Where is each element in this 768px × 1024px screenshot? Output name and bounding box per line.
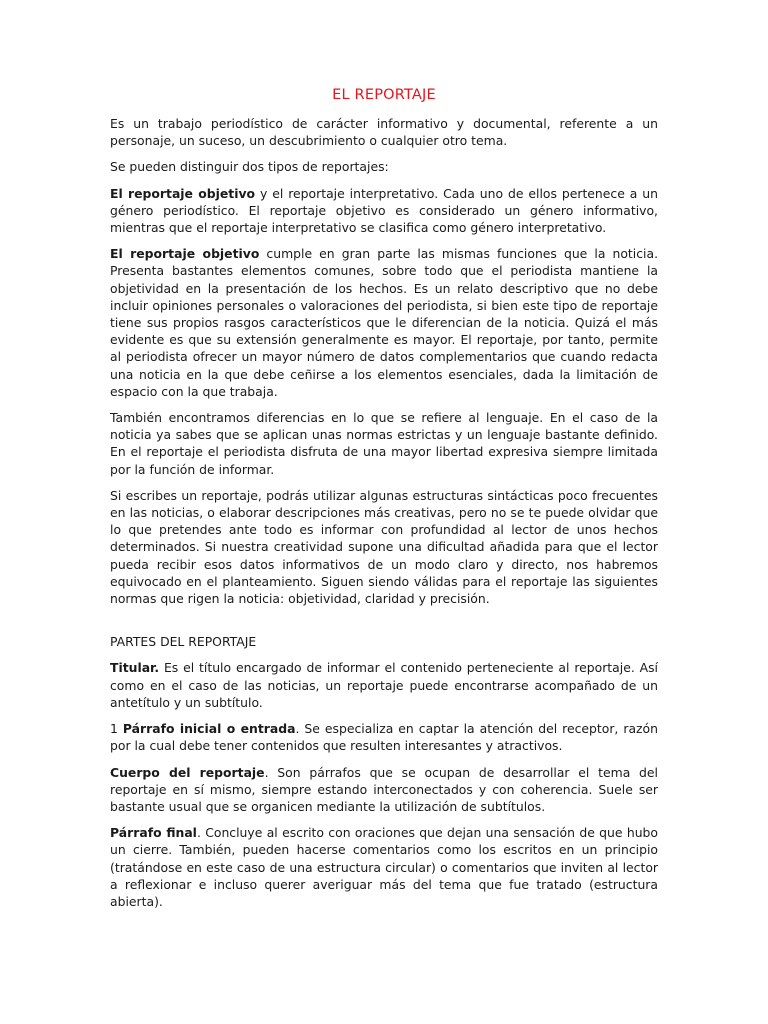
objective-report-text: cumple en gran parte las mismas funciones que la noticia. Presenta bastantes elementos comunes, sobre todo que el periodista mantiene la objetividad en la presentación de los hechos. Es un relato descriptivo que no debe incluir opiniones personales o valoraciones del periodista, si bien este tipo de reportaje tiene sus propios rasgos característicos que le diferencian de la noticia. Quizá el más evidente es que su extensión generalmente es mayor. El reportaje, por tanto, permite al periodista ofrecer un mayor número de datos complementarios que cuando redacta una noticia en la que debe ceñirse a los elementos esenciales, dada la limitación de espacio con la que trabaja. [110, 246, 659, 399]
document-title: EL REPORTAJE [332, 87, 436, 103]
part-titular-text: Es el título encargado de informar el contenido perteneciente al reportaje. Así como en el caso de las noticias, un reportaje puede encontrarse acompañado de un antetítulo y un subtítulo. [110, 660, 658, 710]
part-parrafo-final [110, 824, 658, 910]
part-parrafo-final-bold: Párrafo final [110, 825, 197, 841]
types-paragraph-bold: El reportaje objetivo [110, 185, 256, 201]
part-cuerpo-bold: Cuerpo del reportaje [110, 764, 265, 780]
writing-paragraph: Si escribes un reportaje, podrás utilizar algunas estructuras sintácticas poco frecuentes en las noticias, o elaborar descripciones más creativas, pero no se te puede olvidar que lo que pretendes ante todo es informar con profundidad al lector de unos hechos determinados. Si nuestra creatividad supone una dificultad añadida para que el lector pueda recibir esos datos informativos de un modo claro y directo, nos habremos equivocado en el planteamiento. Siguen siendo válidas para el reportaje las siguientes normas que rigen la noticia: objetividad, claridad y precisión. [110, 487, 658, 607]
part-titular-bold: Titular. [110, 660, 160, 676]
part-cuerpo-text: . Son párrafos que se ocupan de desarrollar el tema del reportaje en sí mismo, siempre estando interconectados y con coherencia. Suele ser bastante usual que se organicen mediante la utilización de subtítulos. [110, 764, 658, 814]
objective-report-paragraph [110, 245, 658, 400]
types-paragraph-text: y el reportaje interpretativo. Cada uno de ellos pertenece a un género periodístico. El reportaje objetivo es considerado un género informativo, mientras que el reportaje interpretativo se clasifica como género interpretativo. [110, 185, 658, 236]
part-titular [110, 659, 658, 711]
part-cuerpo [110, 764, 658, 816]
part-parrafo-inicial-text: . Se especializa en captar la atención del receptor, razón por la cual debe tener contenidos que resulten interesantes y atractivos. [110, 721, 658, 754]
types-intro-paragraph: Se pueden distinguir dos tipos de reportajes: [110, 159, 389, 175]
intro-paragraph: Es un trabajo periodístico de carácter informativo y documental, referente a un personaje, un suceso, un descubrimiento o cualquier otro tema. [110, 116, 658, 149]
part-parrafo-inicial-bold: Párrafo inicial o entrada [122, 721, 296, 737]
types-paragraph [110, 185, 658, 237]
objective-report-bold: El reportaje objetivo [110, 246, 260, 262]
language-paragraph: También encontramos diferencias en lo que se refiere al lenguaje. En el caso de la noticia ya sabes que se aplican unas normas estrictas y un lenguaje bastante definido. En el reportaje el periodista disfruta de una mayor libertad expresiva siempre limitada por la función de informar. [110, 410, 658, 477]
part-parrafo-inicial-prefix: 1 [110, 721, 123, 737]
section-heading: PARTES DEL REPORTAJE [110, 634, 257, 650]
part-parrafo-inicial [110, 720, 658, 754]
part-parrafo-final-text: . Concluye al escrito con oraciones que dejan una sensación de que hubo un cierre. También, pueden hacerse comentarios como los escritos en un principio (tratándose en este caso de una estructura circular) o comentarios que inviten al lector a reflexionar e incluso querer averiguar más del tema que fue tratado (estructura abierta). [110, 825, 659, 909]
